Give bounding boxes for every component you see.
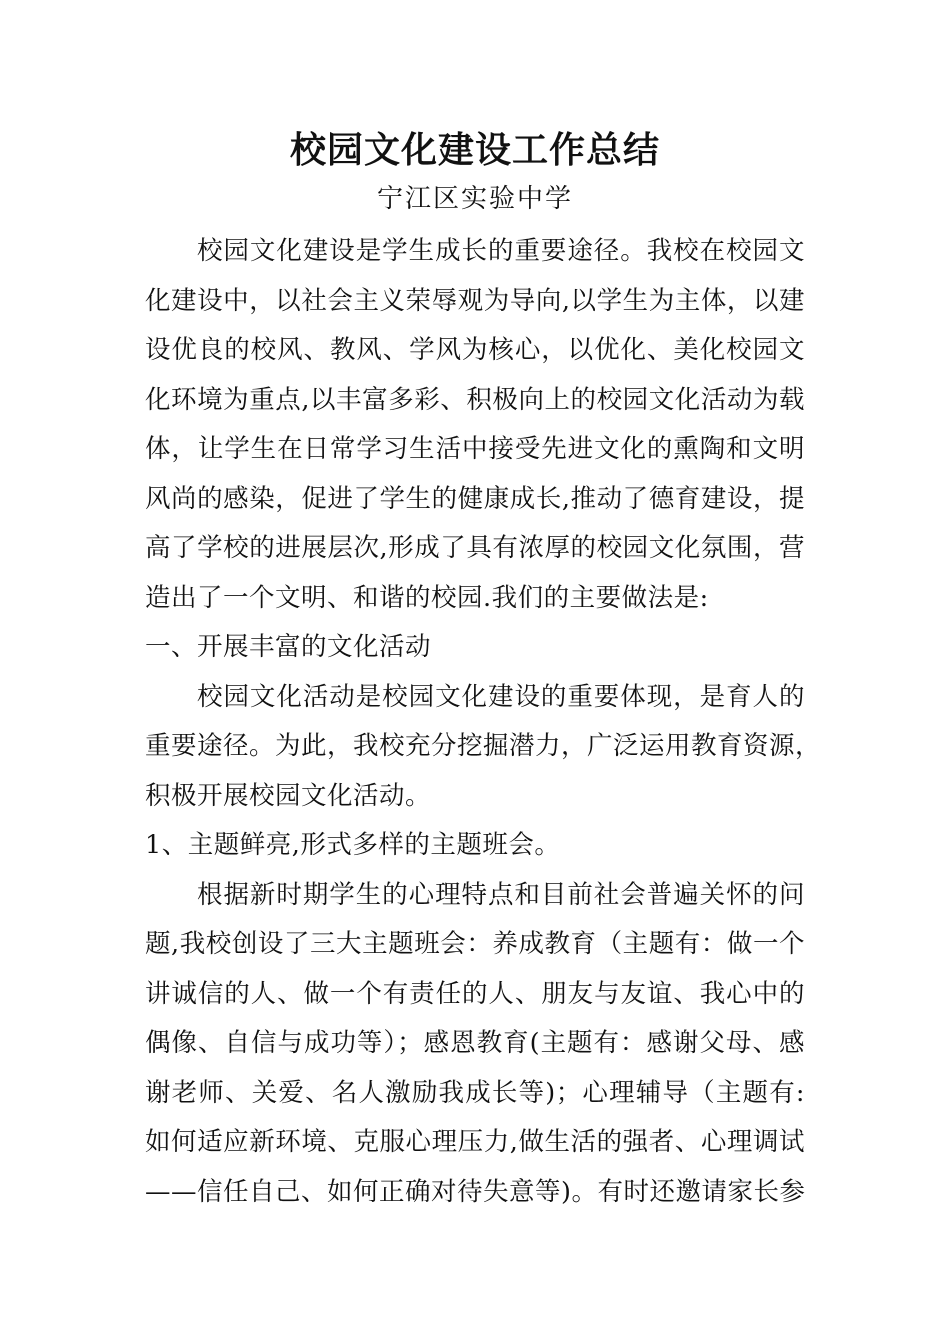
text-line: 化环境为重点,以丰富多彩、积极向上的校园文化活动为载 xyxy=(145,384,805,415)
text-line: 偶像、自信与成功等）；感恩教育(主题有：感谢父母、感 xyxy=(145,1028,805,1058)
document-title: 校园文化建设工作总结 xyxy=(289,129,660,171)
text-line: ——信任自己、如何正确对待失意等)。有时还邀请家长参 xyxy=(145,1176,806,1207)
text-line: 化建设中，以社会主义荣辱观为导向,以学生为主体，以建 xyxy=(145,285,805,316)
text-line: 一、开展丰富的文化活动 xyxy=(145,632,432,662)
text-line: 根据新时期学生的心理特点和目前社会普遍关怀的问 xyxy=(197,879,805,910)
text-line: 积极开展校园文化活动。 xyxy=(145,780,432,811)
text-line: 1、主题鲜亮,形式多样的主题班会。 xyxy=(145,830,561,860)
text-line: 讲诚信的人、做一个有责任的人、朋友与友谊、我心中的 xyxy=(145,978,805,1009)
text-line: 设优良的校风、教风、学风为核心，以优化、美化校园文 xyxy=(145,335,805,365)
text-line: 造出了一个文明、和谐的校园.我们的主要做法是: xyxy=(145,582,709,613)
document-body xyxy=(145,227,822,1217)
document-author: 宁江区实验中学 xyxy=(376,184,573,214)
text-line: 校园文化活动是校园文化建设的重要体现，是育人的 xyxy=(197,681,805,712)
text-line: 高了学校的进展层次,形成了具有浓厚的校园文化氛围，营 xyxy=(145,533,805,563)
text-line: 如何适应新环境、克服心理压力,做生活的强者、心理调试 xyxy=(145,1127,805,1157)
text-line: 校园文化建设是学生成长的重要途径。我校在校园文 xyxy=(197,236,805,266)
text-line: 重要途径。为此，我校充分挖掘潜力，广泛运用教育资源， xyxy=(145,731,822,761)
text-line: 体，让学生在日常学习生活中接受先进文化的熏陶和文明 xyxy=(145,434,805,464)
text-line: 风尚的感染，促进了学生的健康成长,推动了德育建设，提 xyxy=(145,483,805,514)
text-line: 题,我校创设了三大主题班会：养成教育（主题有：做一个 xyxy=(145,929,805,959)
text-line: 谢老师、关爱、名人激励我成长等)；心理辅导（主题有: xyxy=(145,1077,805,1108)
